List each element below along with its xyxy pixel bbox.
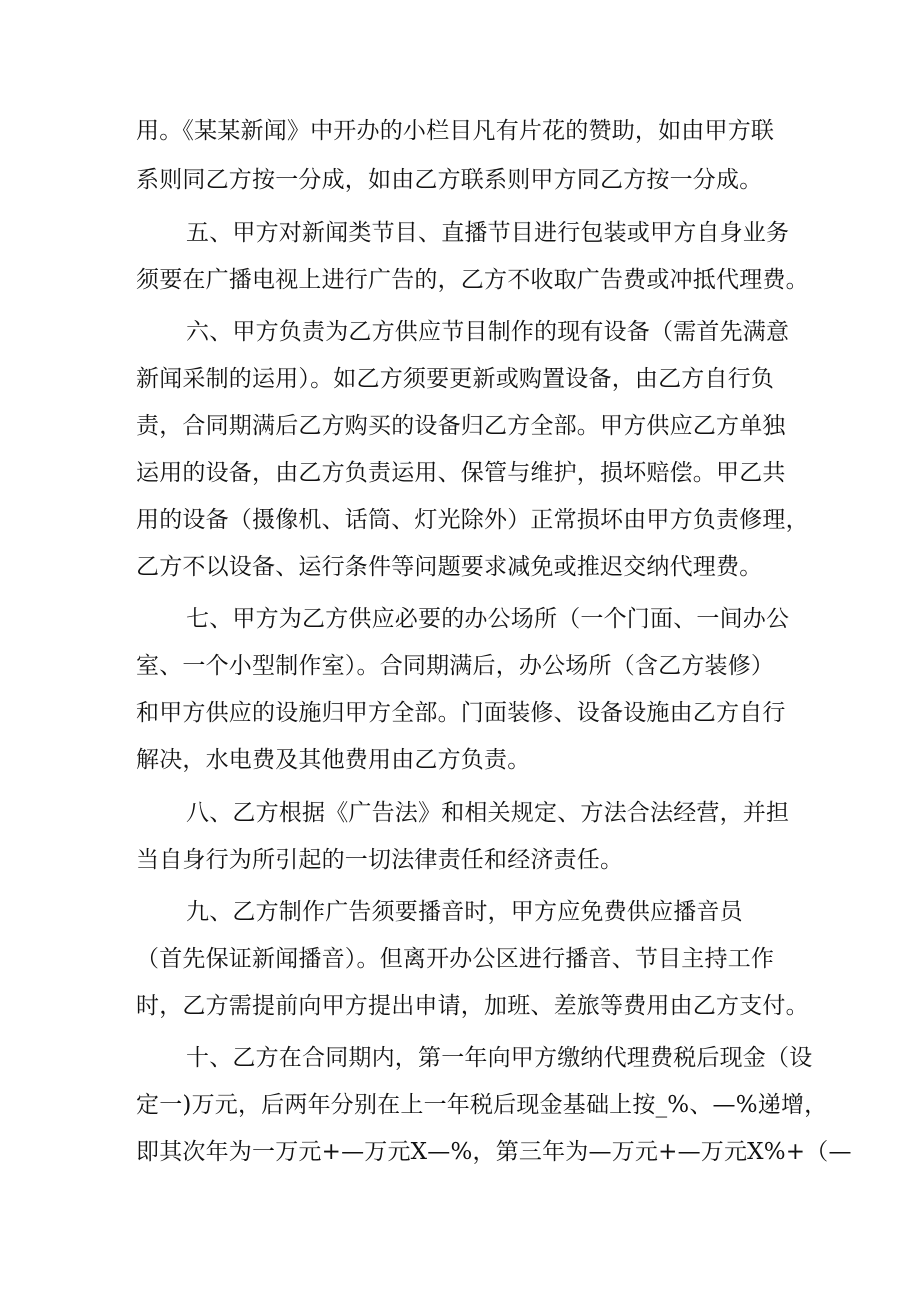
paragraph-10-start: 十、乙方在合同期内，第一年向甲方缴纳代理费税后现金（设 (186, 1045, 813, 1071)
text-line: 责，合同期满后乙方购买的设备归乙方全部。甲方供应乙方单独 (136, 413, 786, 439)
text-line: 定一)万元，后两年分别在上一年税后现金基础上按_%、—%递增， (136, 1092, 828, 1118)
paragraph-8-start: 八、乙方根据《广告法》和相关规定、方法合法经营，并担 (186, 800, 790, 826)
paragraph-6-start: 六、甲方负责为乙方供应节目制作的现有设备（需首先满意 (186, 319, 790, 345)
text-line: 当自身行为所引起的一切法律责任和经济责任。 (136, 847, 624, 873)
paragraph-7-start: 七、甲方为乙方供应必要的办公场所（一个门面、一间办公 (186, 606, 790, 632)
text-line: 须要在广播电视上进行广告的，乙方不收取广告费或冲抵代理费。 (136, 267, 809, 293)
text-line: 即其次年为一万元+—万元X—%，第三年为—万元+—万元X%+（— (136, 1139, 852, 1165)
text-line: 解决，水电费及其他费用由乙方负责。 (136, 747, 531, 773)
text-line: 和甲方供应的设施归甲方全部。门面装修、设备设施由乙方自行 (136, 700, 786, 726)
text-line: 用。《某某新闻》中开办的小栏目凡有片花的赞助，如由甲方联 (136, 118, 775, 144)
paragraph-9-start: 九、乙方制作广告须要播音时，甲方应免费供应播音员 (186, 899, 743, 925)
text-line: 新闻采制的运用）。如乙方须要更新或购置设备，由乙方自行负 (136, 366, 775, 392)
text-line: 乙方不以设备、运行条件等问题要求减免或推迟交纳代理费。 (136, 554, 763, 580)
text-line: 室、一个小型制作室）。合同期满后，办公场所（含乙方装修） (136, 653, 775, 679)
text-line: 用的设备（摄像机、话筒、灯光除外）正常损坏由甲方负责修理， (136, 507, 809, 533)
text-line: （首先保证新闻播音）。但离开办公区进行播音、节目主持工作 (136, 946, 775, 972)
text-line: 运用的设备，由乙方负责运用、保管与维护，损坏赔偿。甲乙共 (136, 460, 786, 486)
paragraph-5-start: 五、甲方对新闻类节目、直播节目进行包装或甲方自身业务 (186, 220, 790, 246)
text-line: 时，乙方需提前向甲方提出申请，加班、差旅等费用由乙方支付。 (136, 993, 809, 1019)
text-line: 系则同乙方按一分成，如由乙方联系则甲方同乙方按一分成。 (136, 167, 763, 193)
